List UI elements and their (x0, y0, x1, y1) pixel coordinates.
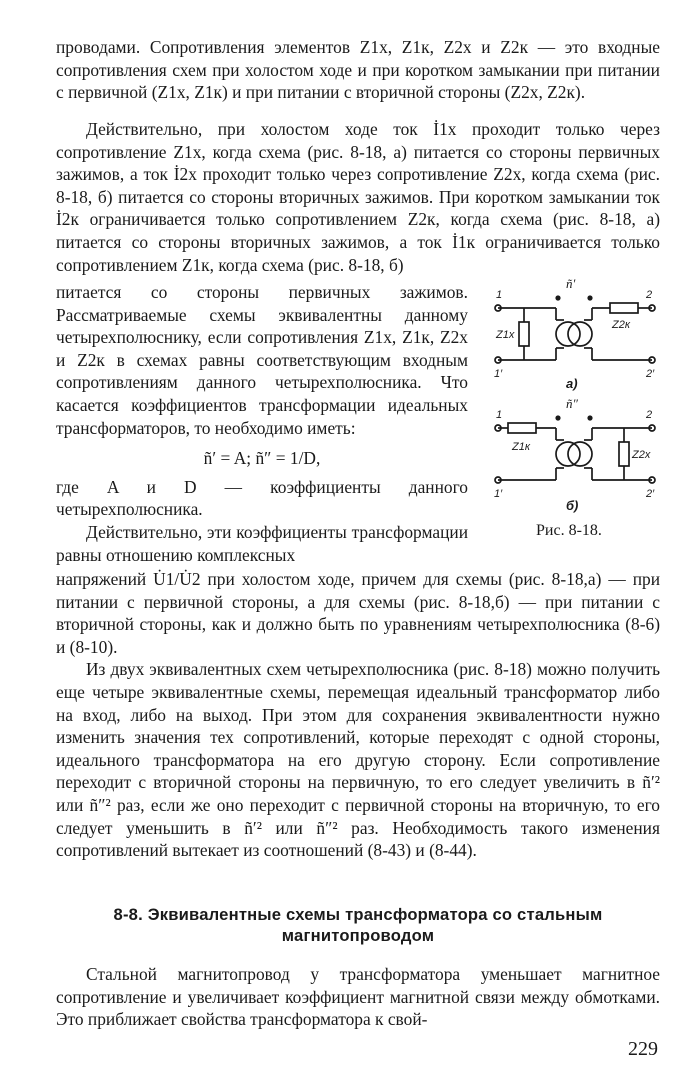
circuit-b-sublabel: б) (566, 498, 579, 513)
paragraph-4-bottom (56, 568, 660, 862)
paragraph-continuation (56, 36, 660, 104)
paragraph-2-full-width: Действительно, при холостом ходе ток İ1х проходит только через сопротивление Z1х, когда схема (рис. 8-18, а) питается со стороны первичных зажимов, а ток İ2х проходит только через сопротивление Z2х, когда схема (рис. 8-18, б) питается со стороны вторичных зажимов. При коротком замыкании ток İ2к ограничивается только сопротивлением Z2к, когда схема (рис. 8-18, а) питается со стороны вторичных зажимов, а ток İ1к ограничивается только сопротивлением Z1к, когда схема (рис. 8-18, б) (56, 119, 660, 275)
circuit-a-polarity-dot-secondary (587, 295, 592, 300)
text-beside-figure (56, 281, 468, 566)
section-heading: 8-8. Эквивалентные схемы трансформатора со стальным магнитопроводом (113, 905, 603, 945)
figure-caption: Рис. 8-18. (536, 522, 602, 539)
paragraph-6-block (56, 963, 660, 1031)
page-number: 229 (628, 1038, 658, 1060)
circuit-b-z1k-label: Z1к (512, 441, 531, 453)
circuit-a-label-1p: 1′ (494, 368, 503, 380)
circuit-b-label-2: 2 (646, 409, 653, 421)
circuit-a-resistor-z1x (519, 322, 529, 346)
circuit-b-polarity-dot-primary (555, 415, 560, 420)
circuit-b-ratio-label: ñ″ (566, 396, 578, 411)
circuit-a-ratio-label: ñ′ (566, 276, 576, 291)
circuit-a-label-2p: 2′ (646, 368, 655, 380)
paragraph-3: где A и D — коэффициенты данного четырехполюсника. (56, 476, 468, 520)
formula-transformation-ratios: ñ′ = A; ñ″ = 1/D, (203, 448, 321, 469)
paragraph-1: проводами. Сопротивления элементов Z1х, Z1к, Z2х и Z2к — это входные сопротивления схем при холостом ходе и при коротком замыкании при питании с первичной (Z1х, Z1к) и при питании с вторичной стороны (Z2х, Z2к). (56, 37, 660, 103)
circuit-a-resistor-z2k (610, 303, 638, 313)
circuit-a-sublabel: а) (566, 376, 578, 391)
circuit-a-polarity-dot-primary (555, 295, 560, 300)
circuit-b-label-2p: 2′ (646, 488, 655, 500)
circuit-a-label-1: 1 (496, 289, 503, 301)
paragraph-4-full-width: напряжений U̇1/U̇2 при холостом ходе, причем для схемы (рис. 8-18,а) — при питании с первичной стороны, а для схемы (рис. 8-18,б) — при питании с вторичной стороны, как и должно быть по уравнениям четырехполюсника (8-6) и (8-10). (56, 569, 660, 657)
paragraph-5: Из двух эквивалентных схем четырехполюсника (рис. 8-18) можно получить еще четыре эквивалентные схемы, перемещая идеальный трансформатор либо на вход, либо на выход. При этом для сохранения эквивалентности нужно изменить значения тех сопротивлений, которые переходят с одной стороны, идеального трансформатора на его другую сторону. Если сопротивление переходит с вторичной стороны на первичную, то его следует увеличить в ñ′² или ñ″² раз, если же оно переходит с первичной стороны на вторичную, то его следует уменьшить в ñ′² или ñ″² раз. Необходимость такого изменения сопротивлений вытекает из соотношений (8-43) и (8-44). (56, 659, 660, 861)
figure-8-18 (486, 276, 662, 548)
circuit-b-resistor-z2x (619, 442, 629, 466)
circuit-b (495, 423, 655, 483)
circuit-b-z2x-label: Z2х (632, 449, 651, 461)
paragraph-2-top (56, 118, 660, 276)
circuit-a-z2k-label: Z2к (612, 319, 631, 331)
paragraph-2-narrow: питается со стороны первичных зажимов. Рассматриваемые схемы эквивалентны данному четырехполюснику, если сопротивления Z1х, Z1к, Z2х и Z2к в схемах равны соответствующим входным сопротивлениям данного четырехполюсника. Что касается коэффициентов трансформации идеальных трансформаторов, то необходимо иметь: (56, 282, 468, 438)
paragraph-6: Стальной магнитопровод у трансформатора уменьшает магнитное сопротивление и увеличивает коэффициент магнитной связи между обмотками. Это приближает свойства трансформатора к свой- (56, 964, 660, 1030)
circuit-a-z1x-label: Z1х (496, 329, 515, 341)
circuit-a (495, 303, 655, 363)
paragraph-4-narrow: Действительно, эти коэффициенты трансформации равны отношению комплексных (56, 521, 468, 565)
circuit-diagrams (486, 276, 662, 526)
circuit-a-label-2: 2 (646, 289, 653, 301)
circuit-b-label-1p: 1′ (494, 488, 503, 500)
circuit-b-label-1: 1 (496, 409, 503, 421)
circuit-b-polarity-dot-secondary (587, 415, 592, 420)
circuit-b-resistor-z1k (508, 423, 536, 433)
